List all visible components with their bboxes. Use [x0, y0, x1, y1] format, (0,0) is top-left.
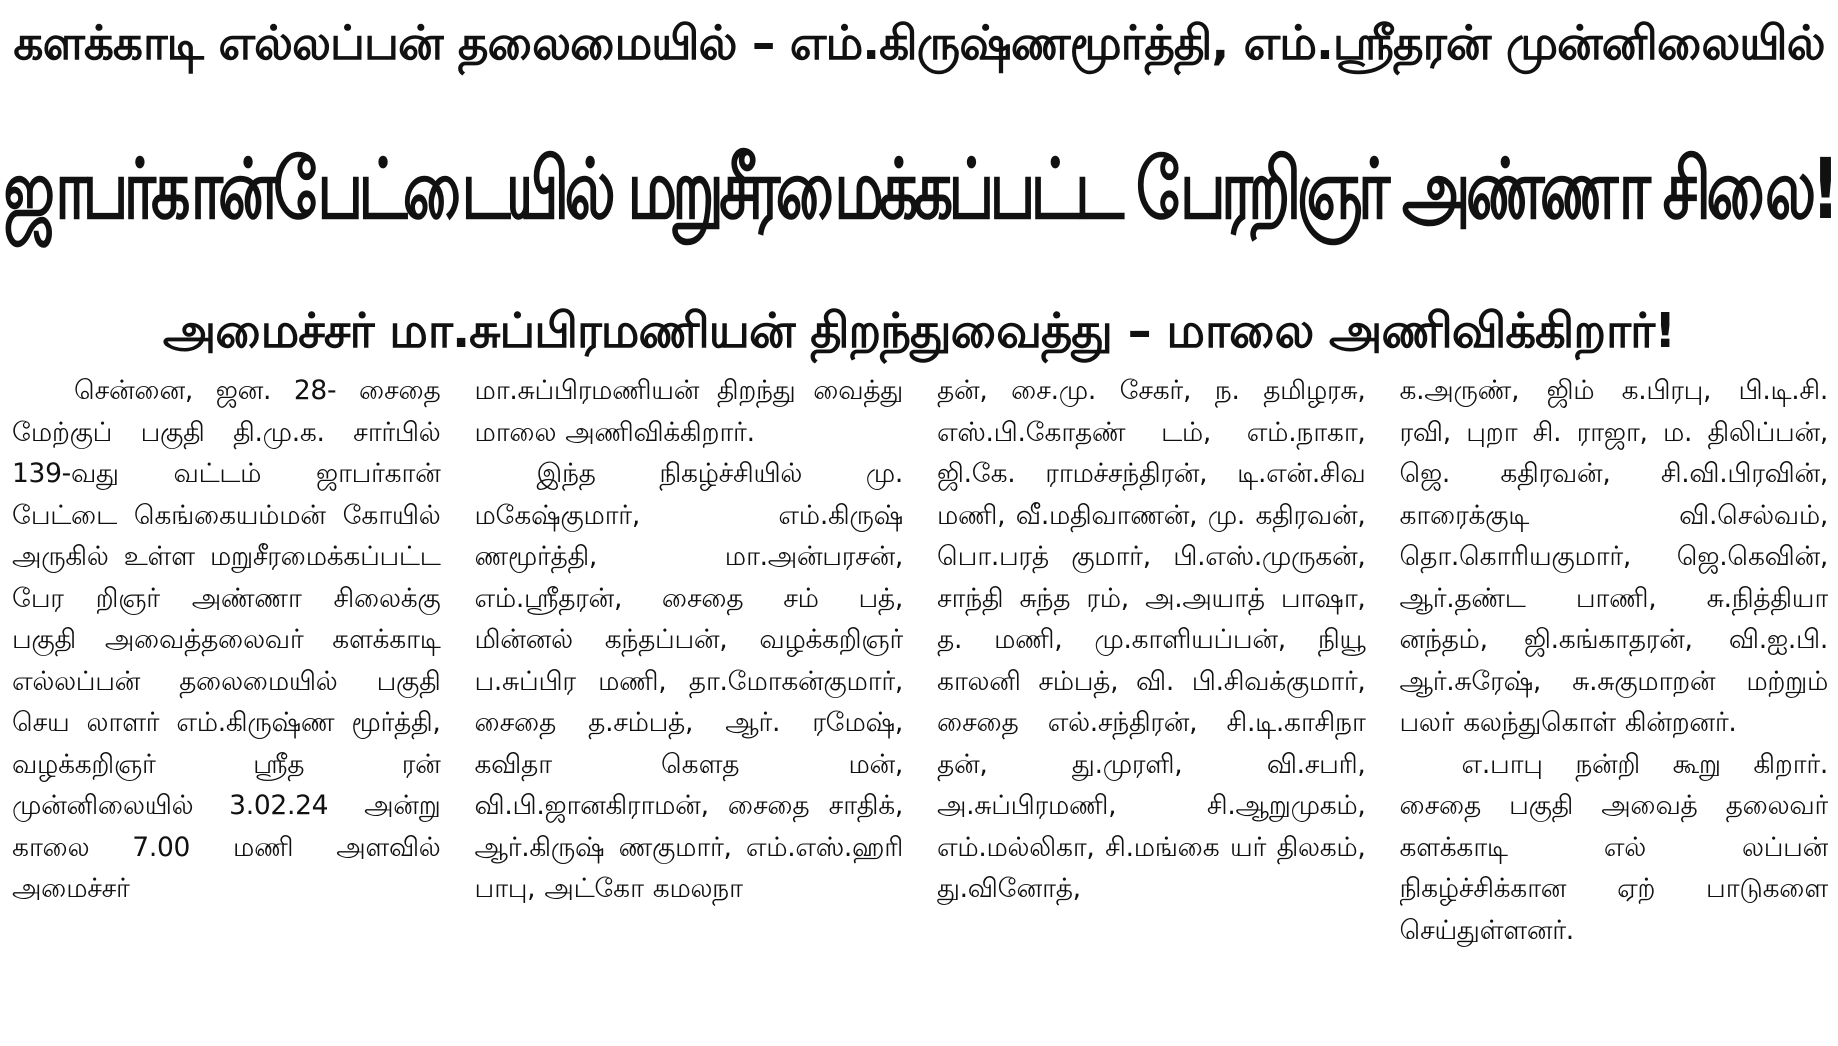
article-column-4: [1400, 370, 1829, 1042]
paragraph: எ.பாபு நன்றி கூறு கிறார். சைதை பகுதி அவைத் தலைவர் களக்காடி எல் லப்பன் நிகழ்ச்சிக்கான ஏற் பாடுகளை செய்துள்ளனர்.: [1399, 748, 1828, 946]
paragraph: சென்னை, ஜன. 28- சைதை மேற்குப் பகுதி தி.மு.க. சார்பில் 139-வது வட்டம் ஜாபர்கான் பேட்டை கெங்கையம்மன் கோயில் அருகில் உள்ள மறுசீரமைக்கப்பட்ட பேர றிஞர் அண்ணா சிலைக்கு பகுதி அவைத்தலைவர் களக்காடி எல்லப்பன் தலைமையில் பகுதி செய லாளர் எம்.கிருஷ்ண மூர்த்தி, வழக்கறிஞர் ஸ்ரீத ரன் முன்னிலையில் 3.02.24 அன்று காலை 7.00 மணி அளவில் அமைச்சர்: [12, 375, 441, 904]
article-body: [12, 370, 1828, 1042]
subheadline: அமைச்சர் மா.சுப்பிரமணியன் திறந்துவைத்து – மாலை அணிவிக்கிறார்!: [162, 303, 1676, 359]
paragraph: மா.சுப்பிரமணியன் திறந்து வைத்து மாலை அணிவிக்கிறார்.: [474, 375, 903, 448]
headline: ஜாபர்கான்பேட்டையில் மறுசீரமைக்கப்பட்ட பேரறிஞர் அண்ணா சிலை!: [3, 139, 1835, 239]
article-column-3: [937, 370, 1366, 1042]
paragraph: இந்த நிகழ்ச்சியில் மு. மகேஷ்குமார், எம்.கிருஷ் ணமூர்த்தி, மா.அன்பரசன், எம்.ஸ்ரீதரன், சைதை சம் பத், மின்னல் கந்தப்பன், வழக்கறிஞர் ப.சுப்பிர மணி, தா.மோகன்குமார், சைதை த.சம்பத், ஆர். ரமேஷ், கவிதா கௌத மன், வி.பி.ஜானகிராமன், சைதை சாதிக், ஆர்.கிருஷ் ணகுமார், எம்.எஸ்.ஹரி பாபு, அட்கோ கமலநா: [474, 458, 903, 904]
article-column-2: [475, 370, 904, 1042]
paragraph: க.அருண், ஜிம் க.பிரபு, பி.டி.சி. ரவி, புறா சி. ராஜா, ம. திலிப்பன், ஜெ. கதிரவன், சி.வி.பிரவின், காரைக்குடி வி.செல்வம், தொ.கொரியகுமார், ஜெ.கெவின், ஆர்.தண்ட பாணி, சு.நித்தியா னந்தம், ஜி.கங்காதரன், வி.ஐ.பி. ஆர்.சுரேஷ், சு.சுகுமாறன் மற்றும் பலர் கலந்துகொள் கின்றனர்.: [1399, 375, 1828, 738]
paragraph: தன், சை.மு. சேகர், ந. தமிழரசு, எஸ்.பி.கோதண் டம், எம்.நாகா, ஜி.கே. ராமச்சந்திரன், டி.என்.சிவ மணி, வீ.மதிவாணன், மு. கதிரவன், பொ.பரத் குமார், பி.எஸ்.முருகன், சாந்தி சுந்த ரம், அ.அயாத் பாஷா, த. மணி, மு.காளியப்பன், நியூ காலனி சம்பத், வி. பி.சிவக்குமார், சைதை எல்.சந்திரன், சி.டி.காசிநா தன், து.முரளி, வி.சபரி, அ.சுப்பிரமணி, சி.ஆறுமுகம், எம்.மல்லிகா, சி.மங்கை யர் திலகம், து.வினோத்,: [937, 375, 1366, 904]
kicker-line: களக்காடி எல்லப்பன் தலைமையில் – எம்.கிருஷ்ணமூர்த்தி, எம்.ஸ்ரீதரன் முன்னிலையில்: [13, 15, 1825, 71]
article-column-1: [12, 370, 441, 1042]
